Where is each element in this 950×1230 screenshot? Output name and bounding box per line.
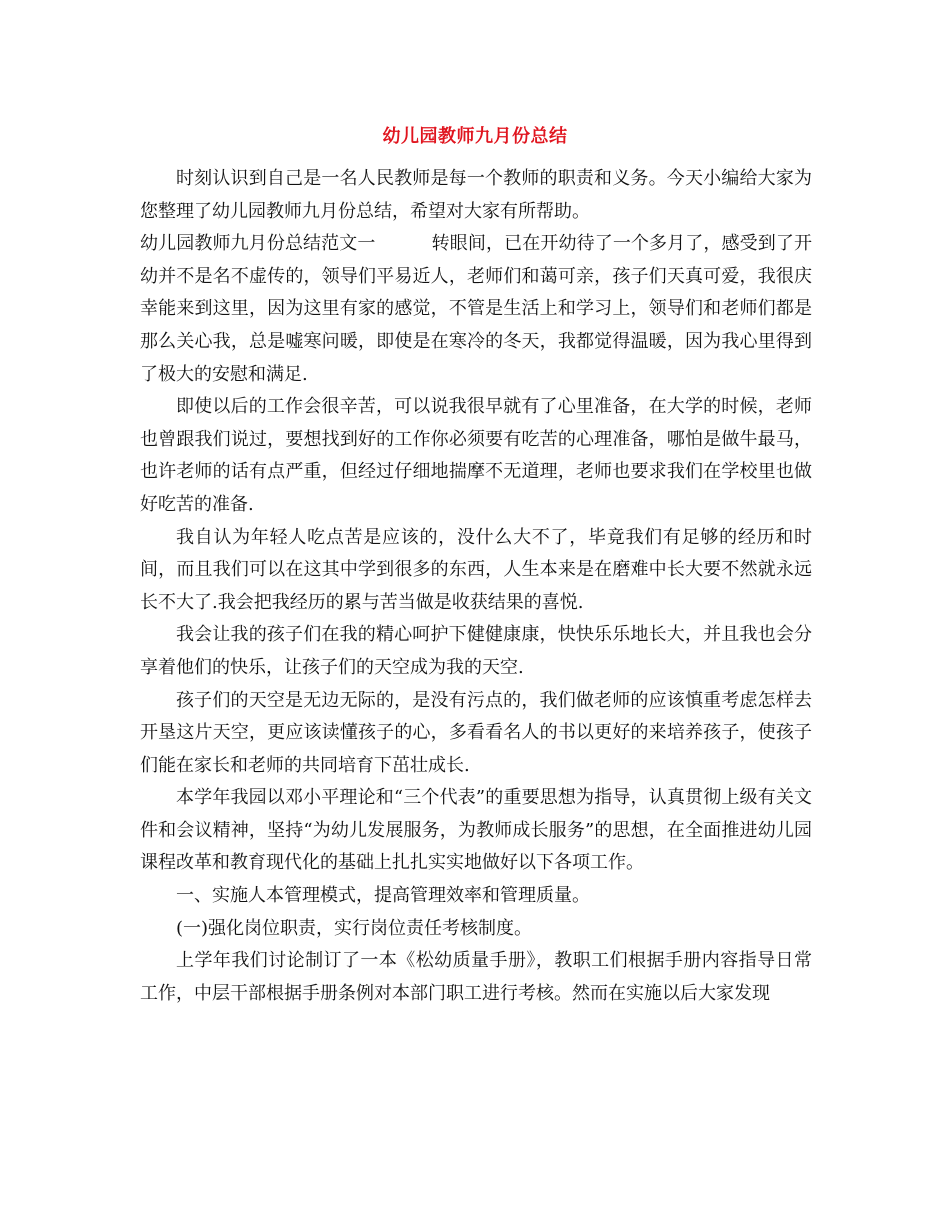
subsection-heading: (一)强化岗位职责，实行岗位责任考核制度。 [176,917,533,939]
section-heading: 一、实施人本管理模式，提高管理效率和管理质量。 [176,885,590,907]
sample-heading: 幼儿园教师九月份总结范文一 [140,233,376,255]
body-paragraph: 上学年我们讨论制订了一本《松幼质量手册》，教职工们根据手册内容指导日常工作，中层干部根据手册条例对本部门职工进行考核。然而在实施以后大家发现 [140,950,812,1004]
intro-paragraph: 时刻认识到自己是一名人民教师是每一个教师的职责和义务。今天小编给大家为您整理了幼儿园教师九月份总结，希望对大家有所帮助。 [140,168,812,222]
sample-first-text: 转眼间，已在开幼待了一个多月了，感受到了开幼并不是名不虚传的，领导们平易近人，老师们和蔼可亲，孩子们天真可爱，我很庆幸能来到这里，因为这里有家的感觉，不管是生活上和学习上，领导们和老师们都是那么关心我，总是嘘寒问暖，即使是在寒冷的冬天，我都觉得温暖，因为我心里得到了极大的安慰和满足. [140,233,812,385]
document-title: 幼儿园教师九月份总结 [382,126,568,147]
body-paragraph: 孩子们的天空是无边无际的，是没有污点的，我们做老师的应该慎重考虑怎样去开垦这片天空，更应该读懂孩子的心，多看看名人的书以更好的来培养孩子，使孩子们能在家长和老师的共同培育下茁壮成长. [140,689,812,776]
body-paragraph: 即使以后的工作会很辛苦，可以说我很早就有了心里准备，在大学的时候，老师也曾跟我们说过，要想找到好的工作你必须要有吃苦的心理准备，哪怕是做牛最马，也许老师的话有点严重，但经过仔细地揣摩不无道理，老师也要求我们在学校里也做好吃苦的准备. [140,396,812,515]
body-paragraph: 本学年我园以邓小平理论和“三个代表”的重要思想为指导，认真贯彻上级有关文件和会议精神，坚持“为幼儿发展服务，为教师成长服务”的思想，在全面推进幼儿园课程改革和教育现代化的基础上扎扎实实地做好以下各项工作。 [140,787,812,874]
document-body [140,163,812,1010]
body-paragraph: 我会让我的孩子们在我的精心呵护下健健康康，快快乐乐地长大，并且我也会分享着他们的快乐，让孩子们的天空成为我的天空. [140,624,812,678]
body-paragraph: 我自认为年轻人吃点苦是应该的，没什么大不了，毕竟我们有足够的经历和时间，而且我们可以在这其中学到很多的东西，人生本来是在磨难中长大要不然就永远长不大了.我会把我经历的累与苦当做是收获结果的喜悦. [140,526,812,613]
sample-paragraph [140,228,812,391]
